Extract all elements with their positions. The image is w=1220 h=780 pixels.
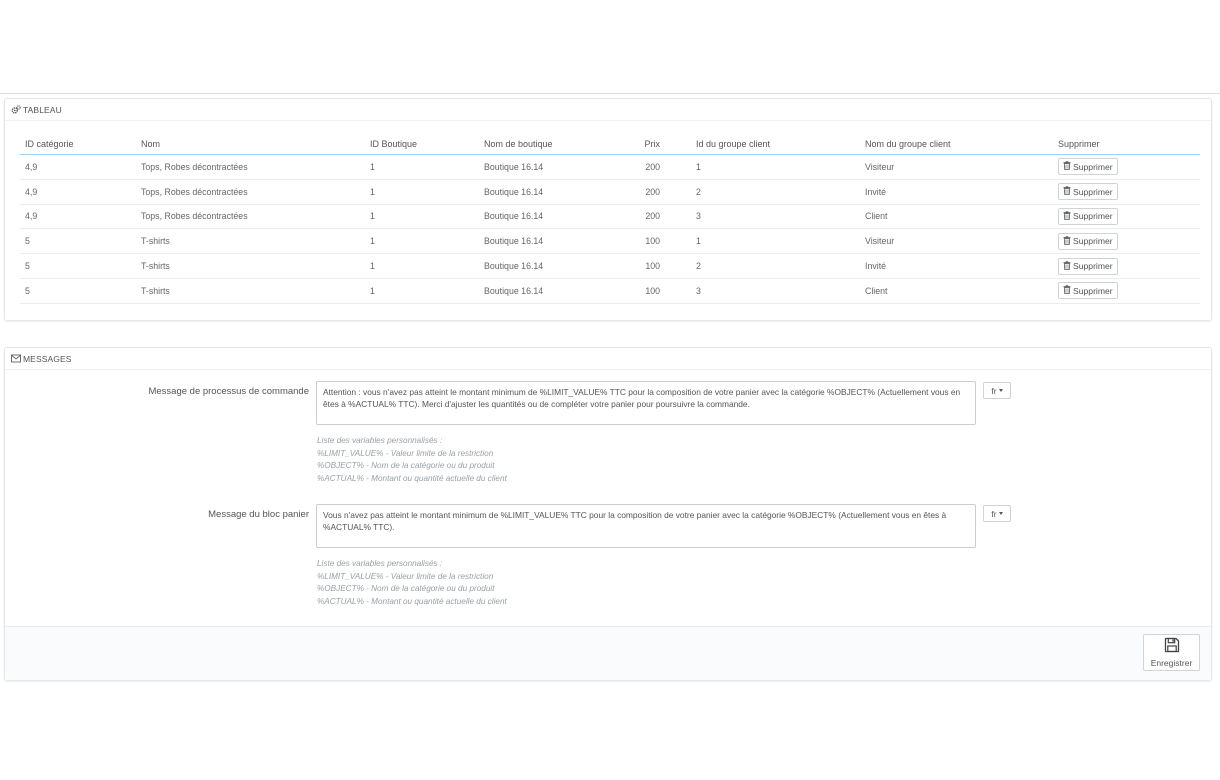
envelope-icon: [11, 354, 21, 364]
trash-icon: [1063, 211, 1071, 222]
cell-id-groupe: 1: [696, 236, 701, 247]
trash-icon: [1063, 161, 1071, 172]
textarea-bloc-panier[interactable]: Vous n'avez pas atteint le montant minimum de %LIMIT_VALUE% TTC pour la composition de votre panier avec la catégorie %OBJECT% (Actuellement vous en êtes à %ACTUAL% TTC).: [316, 504, 976, 548]
header-supprimer: Supprimer: [1058, 138, 1100, 149]
messages-panel-heading: [5, 348, 1211, 370]
header-prix: Prix: [644, 138, 660, 149]
caret-down-icon: [999, 389, 1003, 392]
header-nom-boutique: Nom de boutique: [484, 138, 553, 149]
top-divider: [0, 93, 1220, 94]
cell-nom-groupe: Visiteur: [865, 161, 895, 172]
delete-button[interactable]: [1058, 208, 1118, 225]
cell-prix: 200: [645, 211, 660, 222]
header-id-categorie: ID catégorie: [25, 138, 74, 149]
table-row: [20, 254, 1200, 279]
save-label: Enregistrer: [1150, 658, 1193, 668]
cell-nom-boutique: Boutique 16.14: [484, 186, 544, 197]
cell-supprimer: [1058, 254, 1118, 278]
lang-dropdown-bloc-panier[interactable]: [983, 505, 1011, 522]
cell-nom-boutique: Boutique 16.14: [484, 161, 544, 172]
cell-supprimer: [1058, 229, 1118, 253]
delete-label: Supprimer: [1073, 261, 1113, 272]
table-header: [20, 133, 1200, 155]
lang-dropdown-processus[interactable]: [983, 382, 1011, 399]
floppy-disk-icon: [1164, 637, 1180, 655]
tableau-panel: [4, 98, 1212, 321]
cell-prix: 100: [645, 285, 660, 296]
table-row: [20, 279, 1200, 304]
delete-button[interactable]: [1058, 258, 1118, 275]
cell-supprimer: [1058, 155, 1118, 179]
help-line: %OBJECT% - Nom de la catégorie ou du produit: [317, 584, 495, 593]
trash-icon: [1063, 285, 1071, 296]
delete-button[interactable]: [1058, 158, 1118, 175]
panel-footer: [5, 626, 1211, 680]
cell-id-categorie: 4,9: [25, 161, 38, 172]
label-processus-commande: Message de processus de commande: [148, 386, 309, 397]
delete-label: Supprimer: [1073, 211, 1113, 222]
help-line: %ACTUAL% - Montant ou quantité actuelle du client: [317, 596, 507, 606]
cell-id-boutique: 1: [370, 211, 375, 222]
trash-icon: [1063, 236, 1071, 247]
delete-label: Supprimer: [1073, 186, 1113, 197]
delete-button[interactable]: [1058, 282, 1118, 299]
tableau-panel-heading: [5, 99, 1211, 121]
help-line: Liste des variables personnalisés :: [317, 436, 443, 445]
table-row: [20, 155, 1200, 180]
help-line: Liste des variables personnalisés :: [317, 559, 443, 568]
cell-nom: Tops, Robes décontractées: [141, 211, 248, 222]
help-variables-processus: [317, 435, 507, 485]
delete-label: Supprimer: [1073, 161, 1113, 172]
cell-nom-boutique: Boutique 16.14: [484, 236, 544, 247]
cell-nom-boutique: Boutique 16.14: [484, 261, 544, 272]
table-body: [20, 155, 1200, 304]
lang-label: fr: [991, 508, 997, 519]
cell-id-groupe: 2: [696, 186, 701, 197]
label-bloc-panier: Message du bloc panier: [208, 509, 309, 520]
cell-nom: T-shirts: [141, 261, 170, 272]
cell-id-categorie: 4,9: [25, 186, 38, 197]
textarea-processus-commande[interactable]: Attention : vous n'avez pas atteint le montant minimum de %LIMIT_VALUE% TTC pour la composition de votre panier avec la catégorie %OBJECT% (Actuellement vous en êtes à %ACTUAL% TTC). Merci d'ajuster les quantités ou de compléter votre panier pour poursuivre la commande.: [316, 381, 976, 425]
cell-nom-groupe: Client: [865, 211, 888, 222]
header-nom-groupe: Nom du groupe client: [865, 138, 951, 149]
cell-supprimer: [1058, 279, 1118, 303]
cell-prix: 200: [645, 186, 660, 197]
cell-nom-groupe: Visiteur: [865, 236, 895, 247]
cell-nom-groupe: Invité: [865, 261, 887, 272]
cell-nom: T-shirts: [141, 285, 170, 296]
cell-id-groupe: 1: [696, 161, 701, 172]
caret-down-icon: [999, 512, 1003, 515]
lang-label: fr: [991, 385, 997, 396]
delete-label: Supprimer: [1073, 285, 1113, 296]
save-button[interactable]: [1143, 634, 1200, 671]
cell-id-boutique: 1: [370, 285, 375, 296]
cell-id-boutique: 1: [370, 261, 375, 272]
header-nom: Nom: [141, 138, 161, 149]
help-line: %LIMIT_VALUE% - Valeur limite de la restriction: [317, 448, 494, 458]
delete-label: Supprimer: [1073, 236, 1113, 247]
cell-id-groupe: 3: [696, 211, 701, 222]
restrictions-table: [20, 133, 1200, 304]
cell-id-boutique: 1: [370, 186, 375, 197]
cell-id-categorie: 5: [25, 285, 30, 296]
cell-id-boutique: 1: [370, 236, 375, 247]
header-id-boutique: ID Boutique: [370, 138, 418, 149]
cell-supprimer: [1058, 180, 1118, 204]
cell-id-groupe: 3: [696, 285, 701, 296]
cell-id-categorie: 5: [25, 261, 30, 272]
tableau-title: TABLEAU: [23, 104, 62, 115]
help-variables-bloc-panier: [317, 558, 507, 608]
cell-nom: T-shirts: [141, 236, 170, 247]
cell-nom-boutique: Boutique 16.14: [484, 285, 544, 296]
table-row: [20, 180, 1200, 205]
cell-nom-boutique: Boutique 16.14: [484, 211, 544, 222]
cell-prix: 100: [645, 261, 660, 272]
cell-prix: 100: [645, 236, 660, 247]
table-row: [20, 205, 1200, 230]
trash-icon: [1063, 261, 1071, 272]
cell-id-groupe: 2: [696, 261, 701, 272]
cell-id-categorie: 4,9: [25, 211, 38, 222]
delete-button[interactable]: [1058, 233, 1118, 250]
cell-id-boutique: 1: [370, 161, 375, 172]
help-line: %LIMIT_VALUE% - Valeur limite de la restriction: [317, 571, 494, 581]
messages-title: MESSAGES: [23, 353, 72, 364]
help-line: %ACTUAL% - Montant ou quantité actuelle du client: [317, 473, 507, 483]
cogs-icon: [11, 105, 21, 115]
header-id-groupe: Id du groupe client: [696, 138, 771, 149]
cell-id-categorie: 5: [25, 236, 30, 247]
help-line: %OBJECT% - Nom de la catégorie ou du produit: [317, 461, 495, 470]
cell-nom: Tops, Robes décontractées: [141, 186, 248, 197]
cell-nom-groupe: Client: [865, 285, 888, 296]
table-row: [20, 229, 1200, 254]
cell-prix: 200: [645, 161, 660, 172]
cell-nom: Tops, Robes décontractées: [141, 161, 248, 172]
messages-panel: [4, 347, 1212, 681]
delete-button[interactable]: [1058, 183, 1118, 200]
trash-icon: [1063, 186, 1071, 197]
cell-supprimer: [1058, 205, 1118, 229]
cell-nom-groupe: Invité: [865, 186, 887, 197]
